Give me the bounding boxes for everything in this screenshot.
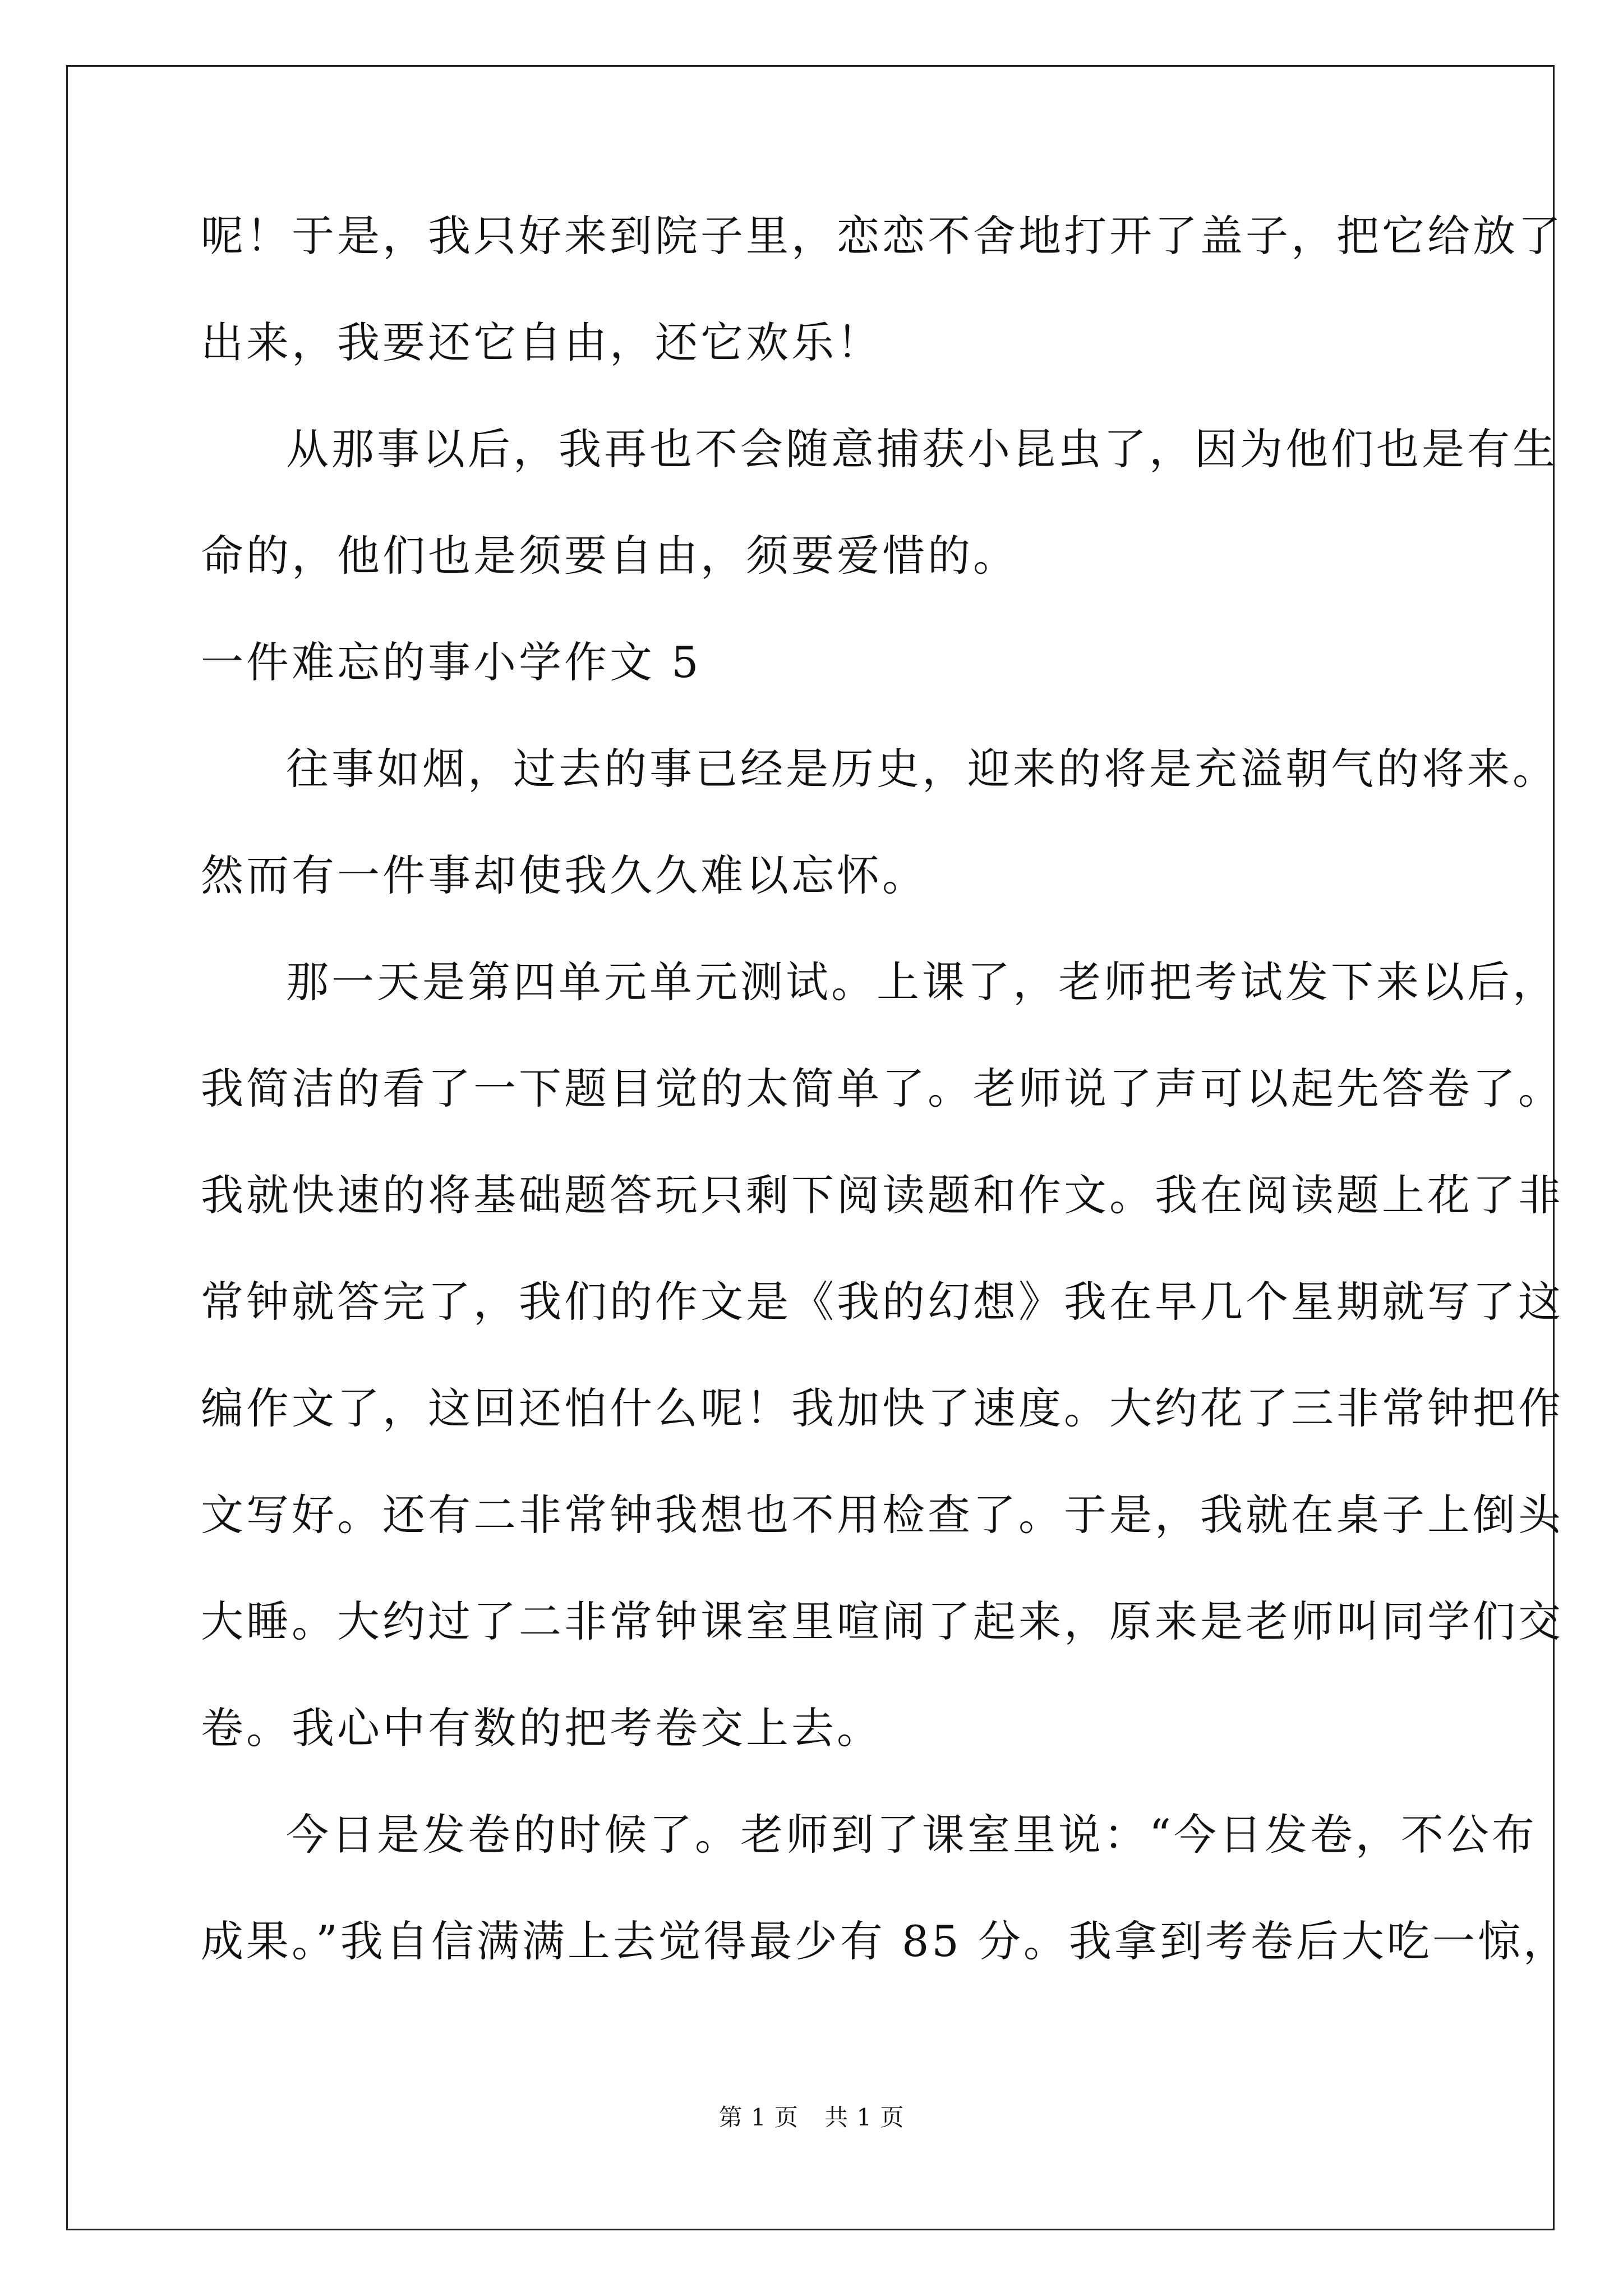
- section-heading: 一件难忘的事小学作文 5: [201, 637, 702, 687]
- text-line: 往事如烟，过去的事已经是历史，迎来的将是充溢朝气的将来。: [286, 744, 1558, 794]
- text-line: 呢！于是，我只好来到院子里，恋恋不舍地打开了盖子，把它给放了: [201, 211, 1564, 261]
- text-line: 成果。”我自信满满上去觉得最少有 85 分。我拿到考卷后大吃一惊，: [201, 1916, 1569, 1966]
- page-footer: [0, 2099, 1623, 2133]
- text-line: 今日是发卷的时候了。老师到了课室里说：“今日发卷，不公布: [286, 1810, 1537, 1860]
- text-line: 常钟就答完了，我们的作文是《我的幻想》我在早几个星期就写了这: [201, 1277, 1564, 1327]
- page-number: 第 1 页: [718, 2104, 799, 2131]
- text-line: 大睡。大约过了二非常钟课室里喧闹了起来，原来是老师叫同学们交: [201, 1596, 1564, 1646]
- text-line: 然而有一件事却使我久久难以忘怀。: [201, 850, 928, 900]
- page-total: 共 1 页: [824, 2104, 905, 2131]
- text-line: 我简洁的看了一下题目觉的太简单了。老师说了声可以起先答卷了。: [201, 1064, 1564, 1114]
- text-line: 出来，我要还它自由，还它欢乐！: [201, 318, 882, 367]
- text-line: 卷。我心中有数的把考卷交上去。: [201, 1703, 882, 1753]
- text-line: 我就快速的将基础题答玩只剩下阅读题和作文。我在阅读题上花了非: [201, 1170, 1564, 1220]
- text-line: 那一天是第四单元单元测试。上课了，老师把考试发下来以后，: [286, 957, 1558, 1007]
- text-line: 命的，他们也是须要自由，须要爱惜的。: [201, 531, 1018, 581]
- text-line: 编作文了，这回还怕什么呢！我加快了速度。大约花了三非常钟把作: [201, 1383, 1564, 1433]
- text-line: 文写好。还有二非常钟我想也不用检查了。于是，我就在桌子上倒头: [201, 1490, 1564, 1540]
- text-line: 从那事以后，我再也不会随意捕获小昆虫了，因为他们也是有生: [286, 424, 1558, 474]
- document-body: [201, 206, 1569, 2018]
